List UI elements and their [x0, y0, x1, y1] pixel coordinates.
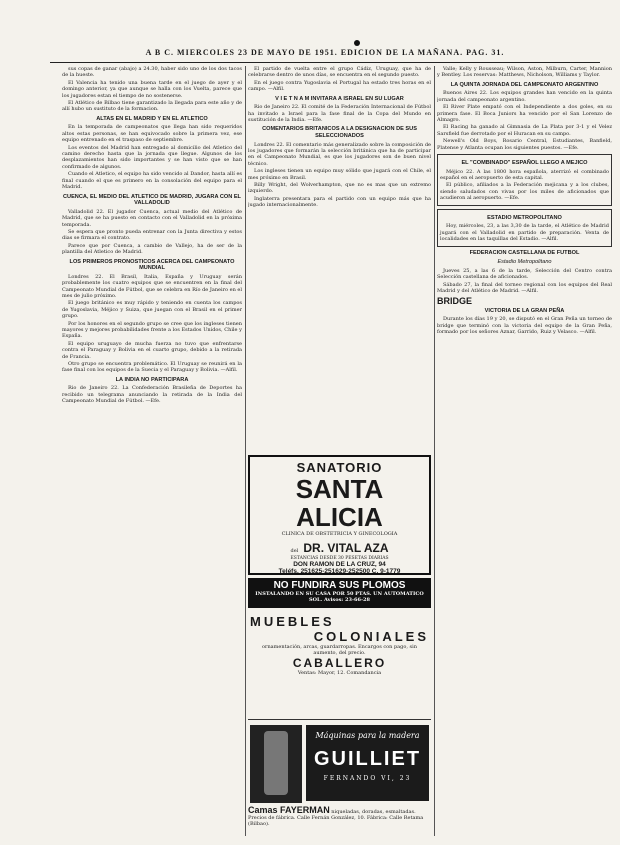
- paragraph: Hoy, miércoles, 23, a las 3,30 de la tarde, el Atlético de Madrid jugará con el Valladolid en partido de preparación. Venta de localidades en las taquillas del Estadio. —Alfil.: [440, 223, 609, 243]
- ad-muebles-b: COLONIALES: [313, 629, 429, 644]
- paragraph: Otro grupo se encuentra problemático. El Uruguay se reunirá en la fase final con los equipos de la Suecia y el Paraguay y Bolivia. —Alfil.: [62, 361, 242, 374]
- ad-guilliet-address: FERNANDO VI, 23: [323, 775, 412, 782]
- column-3: [437, 66, 612, 836]
- paragraph: Valle; Kelly y Rousseau; Wilson, Aston, Milburn, Carter, Mannion y Bentley. Los reservas: Matthews, Nicholson, Williams y Taylor.: [437, 66, 612, 79]
- paragraph: Valladolid 22. El jugador Cuenca, actual medio del Atlético de Madrid, que se ha puesto en contacto con el Valladolid en la próxima temporada.: [62, 208, 242, 228]
- ad-guilliet-machine-image: [250, 725, 302, 803]
- ad-sanatorio-del: del: [290, 548, 299, 554]
- paragraph: Inglaterra presentara para el partido con un equipo más que ha jugado internacionalmente.: [248, 195, 431, 209]
- paragraph: Cuando el Atletico, el equipo ha sido vencido al Dandor, hasta allí es final cuando el que es primero en la consolación del equipo para el Madrid.: [62, 171, 242, 191]
- paragraph: Los eventos del Madrid han entregado al domicilio del Atletico del camino derecho hasta que la jornada que llegue. Algunos de los desplazamientos han sido importantes y se han visto que se han confirmado de algunos.: [62, 144, 242, 170]
- paragraph: En el juego contra Yugoslavia el Portugal ha estado tres horas en el campo. —Alfil.: [248, 79, 431, 93]
- headline-pronosticos: LOS PRIMEROS PRONOSTICOS ACERCA DEL CAMPEONATO MUNDIAL: [69, 258, 235, 272]
- paragraph: Los ingleses tienen un equipo muy sólido que jugará con el Chile, el mes próximo en Brasil.: [248, 168, 431, 181]
- ad-muebles-d: CABALLERO: [292, 656, 387, 670]
- ad-sanatorio-address: DON RAMON DE LA CRUZ, 94: [293, 561, 386, 568]
- paragraph: Rio de Janeiro 22. La Confederación Brasileña de Deportes ha recibido un telegrama anunciando la retirada de la India del Campeonato Mundial de Fútbol. —Efe.: [62, 385, 242, 405]
- headline-cuenca: CUENCA, EL MEDIO DEL ATLETICO DE MADRID, JUGARA CON EL VALLADOLID: [63, 193, 241, 207]
- paragraph: Buenos Aires 22. Los equipos grandes han vencido en la quinta jornada del campeonato argentino.: [437, 90, 612, 103]
- paragraph: Se espera que pronto pueda entrenar con la Junta directiva y estos dias se firmara el contrato.: [62, 228, 242, 242]
- headline-israel: V I E T N A M INVITARA A ISRAEL EN SU LUGAR: [275, 95, 404, 102]
- ad-guilliet-name: GUILLIET: [313, 748, 422, 770]
- paragraph: El equipo uruguayo de mucha fuerza no tuvo que enfrentarse contra el Paraguay y Bolivia en el cuarto grupo, debido a la retirada de Francia.: [62, 340, 242, 360]
- ad-sanatorio-sub: CLINICA DE OBSTETRICIA Y GINECOLOGIA: [281, 531, 398, 537]
- page-header: A B C. MIERCOLES 23 DE MAYO DE 1951. EDICION DE LA MAÑANA. PAG. 31.: [145, 48, 505, 57]
- headline-mejico: EL "COMBINADO" ESPAÑOL LLEGO A MEJICO: [461, 160, 588, 167]
- ad-guilliet-top: Máquinas para la madera: [315, 731, 420, 740]
- headline-india: LA INDIA NO PARTICIPARA: [115, 376, 189, 383]
- paragraph: El River Plate empató con el Independiente a dos goles, en su primera fase. El Boca Juniors ha vencido por el San Lorenzo de Almagro.: [437, 104, 612, 124]
- paragraph: Durante los días 19 y 20, se disputó en el Gran Peña un torneo de bridge que terminó con la victoria del equipo de la Gran Peña, formado por los señores Aznar, Garrido, Ruiz y Velasco. —Alfil.: [437, 316, 612, 336]
- ad-sanatorio-small: ESTANCIAS DESDE 30 PESETAS DIARIAS: [290, 556, 389, 561]
- ad-fayerman-title: Camas FAYERMAN: [248, 805, 330, 815]
- ad-plomos-sub: INSTALANDO EN SU CASA POR 50 PTAS. UN AUTOMATICO SOL. Avisos: 23-66-28: [255, 591, 424, 603]
- paragraph: El Racing ha ganado al Gimnasia de La Plata por 3-1 y el Velez Sarsfield fue derrotado por el Huracan en su campo.: [437, 124, 612, 137]
- section-bridge: BRIDGE: [437, 296, 473, 307]
- headline-comentarios: COMENTARIOS BRITANICOS A LA DESIGNACION DE SUS SELECCIONADOS: [262, 126, 417, 140]
- paragraph: Londres 22. El Brasil, Italia, España y Uruguay serán probablemente los cuatro equipos que se encuentren en la final del Campeonato Mundial de Fútbol, que se celebra en Río de Janeiro en el mes de julio próximo.: [62, 273, 242, 299]
- paragraph: El juego británico es muy rápido y teniendo en cuenta los campos de Yugoslavia, Méjico y Suiza, que juegan con el Brasil en el primer grupo.: [62, 300, 242, 320]
- ad-plomos: [248, 578, 431, 608]
- headline-altas: ALTAS EN EL MADRID Y EN EL ATLETICO: [96, 115, 208, 122]
- ad-fayerman: [248, 807, 431, 835]
- header-rule: [50, 62, 600, 63]
- column-2: [248, 66, 431, 451]
- ad-sanatorio-phone: Teléfs. 251625-251629-252500 C. 9-1779: [278, 568, 401, 575]
- paragraph: En la temporada de campeonatos que llega han sido requeridos altos estas personas, se han equivocado sobre la primera vez, ese equipo entrenado en el traspaso de septiembre.: [62, 124, 242, 144]
- headline-federacion: FEDERACION CASTELLANA DE FUTBOL: [469, 249, 580, 256]
- column-rule-1: [245, 66, 246, 836]
- ornament-dot: [354, 40, 360, 46]
- paragraph: El público, afiliados a la Federación mejicana y a los clubes, siendo saludados con vivas por los miles de aficionados que acudieron al aeropuerto. —Efe.: [440, 182, 609, 202]
- ad-guilliet: [248, 723, 431, 805]
- ad-sanatorio: [248, 455, 431, 575]
- paragraph: Méjico 22. A las 1800 hora española, aterrizó el combinado español en el aeropuerto de esta capital.: [440, 168, 609, 182]
- ad-fayerman-text: niqueladas, doradas, esmaltadas. Precios de fábrica. Calle Fernán González, 10. Fábrica: Calle Retama (Bilbao).: [248, 809, 424, 827]
- headline-argentino: LA QUINTA JORNADA DEL CAMPEONATO ARGENTINO: [450, 81, 599, 88]
- paragraph: Rio de Janeiro 22. El comité de la Federación Internacional de Fútbol ha invitado a Israel para la fase final de la Copa del Mundo en sustitución de la India. —Efe.: [248, 104, 431, 124]
- subheadline-estadio: Estadio Metropolitano: [497, 259, 552, 266]
- boxed-item-mejico: [437, 154, 612, 206]
- ad-plomos-title: NO FUNDIRA SUS PLOMOS: [273, 580, 406, 591]
- ad-sanatorio-name: SANTA ALICIA: [295, 474, 384, 532]
- paragraph: El Atlético de Bilbao tiene garantizado la llegada para este año y de allí hubo un sustituto de la formacion.: [62, 100, 242, 113]
- paragraph: El partido de vuelta entre el grupo Cádiz, Uruguay, que ha de celebrarse dentro de unos días, se encuentra en el segundo puesto.: [248, 66, 431, 79]
- paragraph: Londres 22. El comentario más generalizado sobre la composición de los jugadores que formarán la selección británica que ha de participar en el Campeonato Mundial, es que los jugadores son de buen nivel técnico.: [248, 141, 431, 167]
- paragraph: Parece que por Cuenca, a cambio de Vallejo, ha de ser de la plantilla del Atletico de Madrid.: [62, 242, 242, 256]
- ad-muebles-c: ornamentación, arcas, guardarropas. Encargos con pago, sin aumento, del precio.: [262, 644, 417, 656]
- paragraph: Por los honores en el segundo grupo se cree que los ingleses tienen mayores y mejores probabilidades frente a los Estados Unidos, Chile y España.: [62, 320, 242, 340]
- headline-metropolitano: ESTADIO METROPOLITANO: [487, 214, 562, 221]
- ad-muebles: [248, 612, 431, 720]
- column-rule-2: [434, 66, 435, 836]
- paragraph: El Valencia ha tenido una buena tarde en el juego de ayer y el domingo anterior, ya que aunque se halla con los Vuelta, parece que los jugadores estan el tiempo de no sostenerse.: [62, 79, 242, 99]
- paragraph: Billy Wright, del Wolverhampton, que no es mas que un extremo izquierdo.: [248, 182, 431, 195]
- paragraph: Newell's Old Boys, Rosario Central, Estudiantes, Banfield, Platense y Atlanta ocupan los siguientes puestos. —Efe.: [437, 138, 612, 151]
- boxed-item-metropolitano: [437, 209, 612, 247]
- headline-gran-pena: VICTORIA DE LA GRAN PEÑA: [484, 307, 565, 314]
- ad-guilliet-box: [306, 725, 429, 801]
- paragraph: Jueves 25, a las 6 de la tarde, Selección del Centro contra Selección castellana de aficionados.: [437, 267, 612, 281]
- ad-muebles-e: Ventas: Mayor, 12. Comandancia: [297, 670, 382, 676]
- column-1: [62, 66, 242, 836]
- paragraph: Sábado 27, la final del torneo regional con los equipos del Real Madrid y del Atlético de Madrid. —Alfil.: [437, 281, 612, 294]
- ad-sanatorio-title: SANATORIO: [296, 460, 383, 475]
- paragraph: sus copas de ganar (abajo) a 24.30, haber sido uno de los dos tacos de la hueste.: [62, 66, 242, 79]
- ad-sanatorio-doctor: DR. VITAL AZA: [303, 541, 389, 555]
- ad-muebles-a: MUEBLES: [250, 614, 335, 629]
